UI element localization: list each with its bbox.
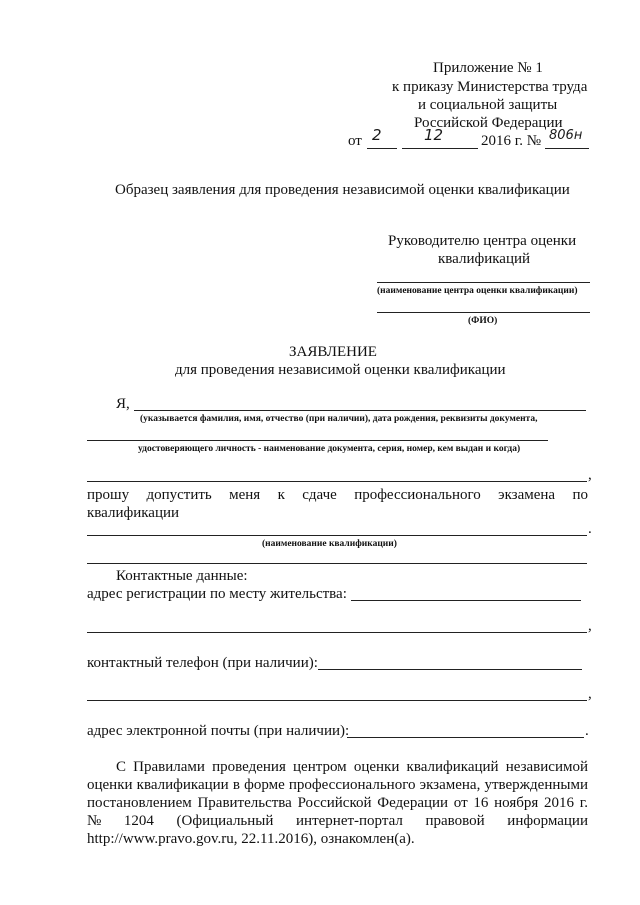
rules-text-1: С Правилами проведения центром оценки квалификаций независимой	[116, 759, 588, 775]
appendix-title: Приложение № 1	[433, 60, 543, 76]
ministry-line: и социальной защиты	[418, 97, 558, 113]
fio-caption: (ФИО)	[468, 316, 498, 326]
email-fill-line[interactable]	[347, 737, 584, 738]
request-line	[87, 487, 588, 504]
qualification-fill-line[interactable]	[87, 535, 587, 536]
ya-caption: (указывается фамилия, имя, отчество (при наличии), дата рождения, реквизиты документа,	[140, 414, 538, 424]
rules-word-4: интернет-портал	[296, 813, 403, 829]
contacts-label: Контактные данные:	[116, 568, 248, 584]
comma-2: ,	[588, 618, 592, 634]
doc-title: Образец заявления для проведения независимой оценки квалификации	[115, 182, 570, 198]
rules-word-6: информации	[507, 813, 588, 829]
date-month: 12	[424, 126, 444, 144]
rules-word-3: (Официальный	[176, 813, 274, 829]
address-fill-line-2[interactable]	[87, 632, 587, 633]
ya-fill-line[interactable]	[134, 410, 586, 411]
order-number: 806н	[549, 128, 583, 143]
qualification-caption: (наименование квалификации)	[262, 539, 397, 549]
rules-word-2: 1204	[123, 813, 154, 829]
application-subheading: для проведения независимой оценки квалификации	[175, 362, 506, 378]
addressee-line2: квалификаций	[438, 251, 531, 267]
federation-line: Российской Федерации	[414, 115, 563, 131]
date-year: 2016 г. №	[481, 133, 542, 149]
comma-1: ,	[588, 467, 592, 483]
center-name-line	[377, 282, 590, 283]
rules-word-5: правовой	[425, 813, 485, 829]
request-word-2: допустить	[146, 487, 212, 503]
date-prefix: от	[348, 133, 362, 149]
addressee-line1: Руководителю центра оценки	[388, 233, 577, 249]
request-word-8: по	[572, 487, 588, 503]
request-line2: квалификации	[87, 505, 180, 521]
phone-fill-line[interactable]	[318, 669, 582, 670]
rules-word-1: №	[87, 813, 102, 829]
request-word-3: меня	[229, 487, 261, 503]
rules-line1	[116, 759, 588, 776]
period-2: .	[585, 723, 589, 739]
rules-line4	[87, 813, 588, 830]
id-caption: удостоверяющего личность - наименование документа, серия, номер, кем выдан и когда)	[138, 444, 521, 454]
fill-line-5[interactable]	[87, 563, 587, 564]
request-word-5: сдаче	[302, 487, 337, 503]
application-heading: ЗАЯВЛЕНИЕ	[289, 344, 377, 360]
rules-text-3: постановлением Правительства Российской Федерации от 16 ноября 2016 г.	[87, 795, 588, 811]
date-day: 2	[372, 126, 382, 144]
order-line: к приказу Министерства труда	[392, 79, 588, 95]
address-label: адрес регистрации по месту жительства:	[87, 586, 347, 602]
period-1: .	[588, 521, 592, 537]
fill-line-3[interactable]	[87, 481, 587, 482]
request-word-7: экзамена	[498, 487, 556, 503]
id-fill-line[interactable]	[87, 440, 548, 441]
request-word-1: прошу	[87, 487, 130, 503]
request-word-4: к	[277, 487, 285, 503]
center-caption: (наименование центра оценки квалификации)	[377, 286, 578, 296]
ya-label: Я,	[116, 396, 130, 412]
request-word-6: профессионального	[354, 487, 481, 503]
rules-text-2: оценки квалификации в форме профессионального экзамена, утвержденными	[87, 777, 588, 793]
phone-fill-line-2[interactable]	[87, 700, 587, 701]
fio-line	[377, 312, 590, 313]
rules-line3	[87, 795, 588, 812]
address-fill-line[interactable]	[351, 600, 581, 601]
rules-line2	[87, 777, 588, 794]
comma-3: ,	[588, 686, 592, 702]
rules-line5: http://www.pravo.gov.ru, 22.11.2016), ознакомлен(а).	[87, 831, 415, 847]
phone-label: контактный телефон (при наличии):	[87, 655, 318, 671]
email-label: адрес электронной почты (при наличии):	[87, 723, 350, 739]
